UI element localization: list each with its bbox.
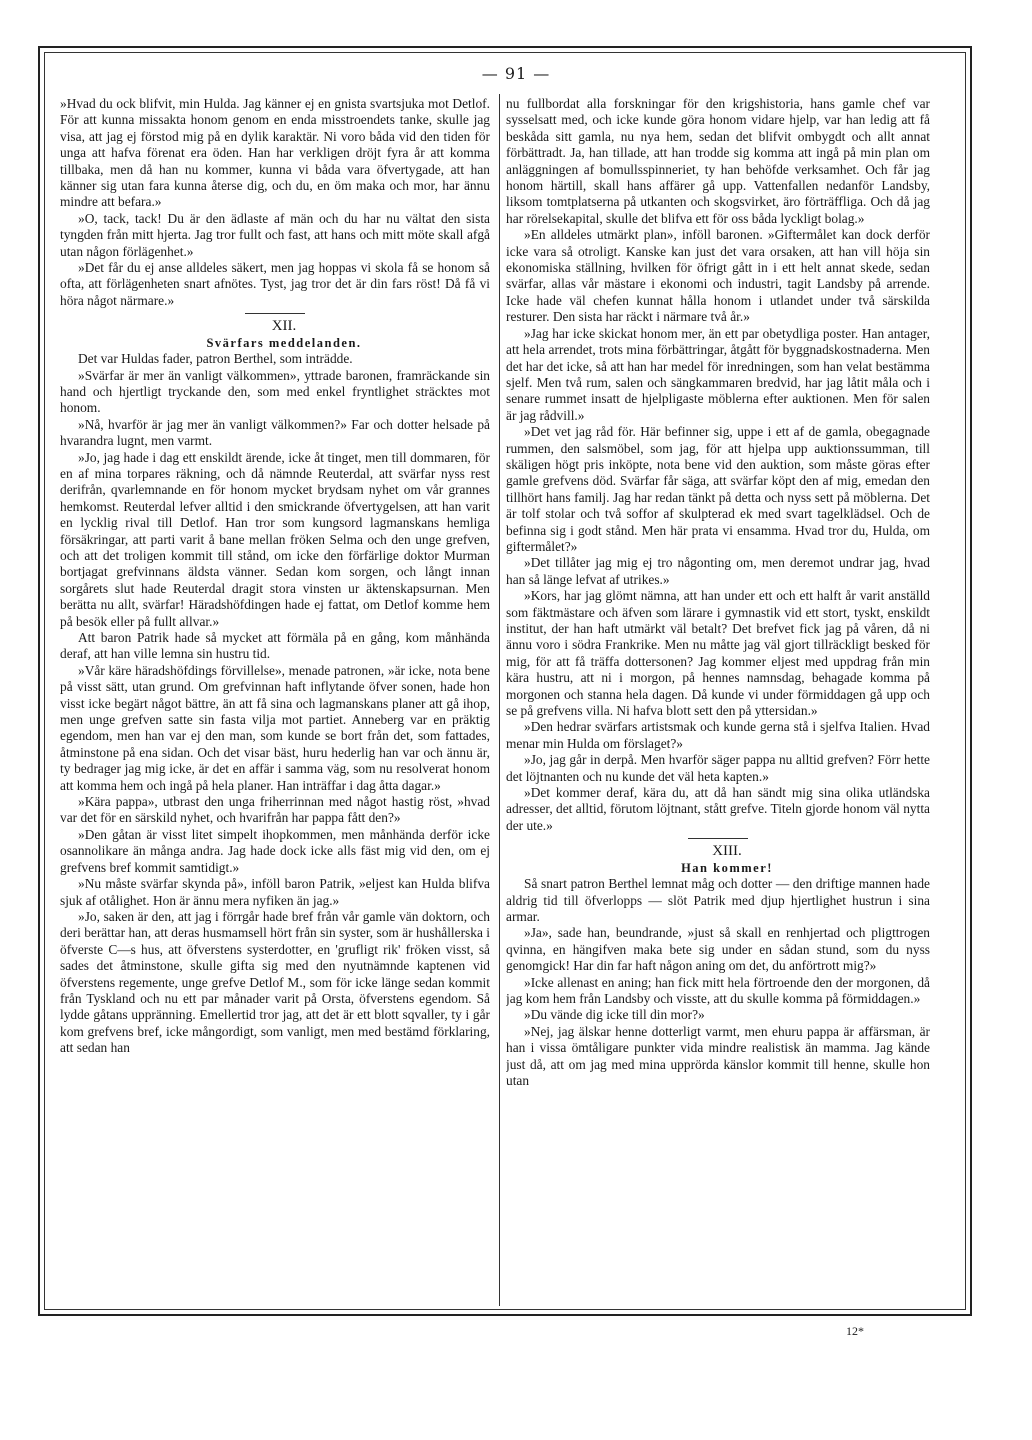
paragraph: »Den gåtan är visst litet simpelt ihopkommen, men månhända derför icke osannolikare än många andra. Jag hade dock icke alls fäst mig vid den, om ej grefvens bref kommit samtidigt.» [60, 826, 490, 875]
paragraph: »Hvad du ock blifvit, min Hulda. Jag känner ej en gnista svartsjuka mot Detlof. För att kunna missakta honom genom en enda misstroendets tanke, skulle jag visa, att jag ej förstod mig på en dylik karaktär. Ni voro båda vid den tiden för unga att hafva förenat era öden. Han har verkligen dröjt fyra år att komma tillbaka, men då han nu kommer, kunna vi båda vara öfvertygade, att han känner sig utan fara kunna återse dig, och du, en öm maka och mor, har ännu mindre att befara.» [60, 96, 490, 210]
right-column [506, 96, 930, 1308]
paragraph: Att baron Patrik hade så mycket att förmäla på en gång, kom månhända deraf, att han ville lemna sin hustru tid. [60, 630, 490, 662]
paragraph: »Jo, jag går in derpå. Men hvarför säger pappa nu alltid grefven? Förr hette det löjtnanten och nu kunde det väl heta kapten.» [506, 752, 930, 784]
left-column [60, 96, 490, 1308]
column-divider [499, 94, 500, 1306]
paragraph: Det var Huldas fader, patron Berthel, som inträdde. [78, 351, 353, 367]
paragraph: »Nu måste svärfar skynda på», inföll baron Patrik, »eljest kan Hulda blifva sjuk af otålighet. Hon är ännu mera nyfiken än jag.» [60, 876, 490, 908]
paragraph: »Det tillåter jag mig ej tro någonting om, men deremot undrar jag, hvad han så länge lefvat af utrikes.» [506, 555, 930, 587]
chapter-title: Svärfars meddelanden. [206, 335, 362, 350]
paragraph: »Icke allenast en aning; han fick mitt hela förtroende den der morgonen, då jag kom hem från Landsby och visste, att du skulle komma på förmiddagen.» [506, 974, 930, 1006]
paragraph: »Kors, har jag glömt nämna, att han under ett och ett halft år varit anställd som fäktmästare och äfven som lärare i gymnastik vid ett stort, tyskt, enskildt institut, der han haft utmärkt väl betalt? Det brefvet fick jag på våren, då ni ännu voro i södra Frankrike. Men nu måtte jag väl gjort tillräckligt besked för mig, för att få träffa dottersonen? Jag kommer eljest med uppdrag från min kära hustru, att ni i morgon, på hennes namnsdag, behagade komma på morgonen och stanna hela dagen. Då kunde vi under förmiddagen gå upp och se på grefvens villa. Ni hafva blott sett den på yttersidan.» [506, 588, 930, 719]
page-number: — 91 — [481, 64, 551, 83]
paragraph: »Nej, jag älskar henne dotterligt varmt, men ehuru pappa är affärsman, är han i vissa ömtåligare punkter vida mindre realistisk än mamma. Jag kände just då, att om jag med mina upprörda känslor kommit till henne, skulle hon utan [506, 1023, 930, 1088]
section-rule [245, 313, 305, 314]
paragraph: »Svärfar är mer än vanligt välkommen», yttrade baronen, framräckande sin hand och hjertligt tryckande den, som med enkel fryntlighet sträcktes mot honom. [60, 367, 490, 416]
paragraph: »Det vet jag råd för. Här befinner sig, uppe i ett af de gamla, obegagnade rummen, den salsmöbel, som jag, för att hjelpa upp auktionssumman, till skäligen högt pris inköpte, nota bene vid den auktion, som måste göras efter gamle grefvens död. Svärfar får säga, att svärfar köpt den af mig, emedan den tillhört hans familj. Jag har redan tänkt på detta och nyss sett på möblerna. Det är tolf stolar och två soffor af skulpterad ek med svart tagelklädsel. Och de befinna sig i godt stånd. Men här prata vi ensamma. Hvad tror du, Hulda, om giftermålet?» [506, 424, 930, 554]
section-rule [688, 838, 748, 839]
paragraph: »Kära pappa», utbrast den unga friherrinnan med något hastig röst, »hvad var det för en särskild nyhet, och hvarifrån har pappa fått den?» [60, 794, 490, 826]
paragraph: »Vår käre häradshöfdings förvillelse», menade patronen, »är icke, nota bene på visst sätt, utan grund. Om grefvinnan haft inflytande öfver sonen, hade hon visst icke begärt något bättre, än att få sina och lagmanskans planer att gå ihop, men unge grefven satte sin fasta vilja mot partiet. Anneberg var en präktig egendom, men han var ej den man, som kunde se bort från det, som fattades, åtminstone på ena sidan. Och det visar bäst, huru hederlig han var och ännu är, ty bedrager jag mig icke, är det en affär i samma väg, som nu resolverat honom att komma hem och ingå på hela planer. Han inträffar i dag åtta dagar.» [60, 662, 490, 793]
paragraph: »Den hedrar svärfars artistsmak och kunde gerna stå i sjelfva Italien. Hvad menar min Hulda om förslaget?» [506, 719, 930, 751]
paragraph: »Jo, saken är den, att jag i förrgår hade bref från vår gamle vän doktorn, och deri berättar han, att deras husmamsell hört från sin syster, som är hushållerska i öfverste C—s hus, att öfverstens systerdotter, en 'grufligt rik' fröken visst, så sades det åtminstone, skulle gifta sig med den nyutnämnde kaptenen vid öfverstens regemente, unge grefve Detlof M., som för icke länge sedan kommit från Tyskland och nu ett par månader varit på Orsta, öfverstens egendom. Så lydde gåtans uppränning. Emellertid tror jag, att det är ett blott sqvaller, ty i går kom grefvens bref, icke mångordigt, som vanligt, men med bestämd förklaring, att sedan han [60, 908, 490, 1056]
paragraph: »En alldeles utmärkt plan», inföll baronen. »Giftermålet kan dock derför icke vara så otroligt. Kanske kan just det vara orsaken, att han vill höja sin ekonomiska ställning, hvilken för öfrigt gått in i ett helt annat skede, sedan svärfar, allas vår mästare i ekonomi och industri, tagit Landsby på arrende. Icke hade väl chefen kunnat hålla honom i utlandet under två särskilda resturer. Den sista har räckt i närmare två år.» [506, 227, 930, 325]
chapter-number: XIII. [712, 843, 742, 860]
paragraph: »Jo, jag hade i dag ett enskildt ärende, icke åt tinget, men till dommaren, för en af mina torpares räkning, och då nämnde Reuterdal, att svärfar nyss rest derifrån, qvarlemnande en för honom mycket brydsam nyhet om vår grannes hemkomst. Reuterdal lefver alltid i den smickrande öfvertygelsen, att han varit en lycklig rival till Detlof. Han tror som kungsord lagmanskans hemliga försäkringar, att parti varit å bane mellan fröken Selma och den unge grefven, och att det troligen kommit till stånd, om icke den förfärlige doktor Murman bortjagat grefvinnans äldsta vänner. Sedan kom sorgen, och långt innan sorgårets slut hade Reuterdal dragit stora vinsten ur äktenskapsurnan. Men berätta nu allt, svärfar! Häradshöfdingen hade ej fattat, om Detlof komme hem på besök eller på fullt allvar.» [60, 449, 490, 629]
paragraph: »Jag har icke skickat honom mer, än ett par obetydliga poster. Han antager, att hela arrendet, trots mina förbättringar, åtgått för byggnadskostnaderna. Men det har det icke, så att han har medel för inredningen, som han velat bestämma sjelf. Men två rum, salen och sängkammaren bredvid, har jag låtit måla och i senare rummet insatt de hjelpligaste möblerna efter auktionen. Men för salen är jag rådvill.» [506, 325, 930, 423]
printer-signature: 12* [846, 1324, 864, 1338]
paragraph: »O, tack, tack! Du är den ädlaste af män och du har nu vältat den sista tyngden från mitt hjerta. Jag tror fullt och fast, att hans och mitt möte skall afgå utan någon förlägenhet.» [60, 210, 490, 259]
paragraph: »Ja», sade han, beundrande, »just så skall en renhjertad och pligttrogen qvinna, en hängifven maka bete sig under en sådan stund, som du nyss genomgick! Har din far haft någon aning om det, du anförtrott mig?» [506, 925, 930, 974]
paragraph: »Nå, hvarför är jag mer än vanligt välkommen?» Far och dotter helsade på hvarandra lugnt, men varmt. [60, 416, 490, 449]
chapter-title: Han kommer! [681, 860, 773, 875]
paragraph: »Det kommer deraf, kära du, att då han sändt mig sina olika utländska adresser, det alltid, förutom löjtnant, stått grefve. Titeln gjorde honom väl nytta der ute.» [506, 785, 930, 833]
paragraph: Så snart patron Berthel lemnat måg och dotter — den driftige mannen hade aldrig tid till öfverlopps — slöt Patrik med djup hjertlighet hustrun i sina armar. [506, 876, 930, 924]
paragraph: »Det får du ej anse alldeles säkert, men jag hoppas vi skola få se honom så ofta, att förlägenheten snart afnötes. Tyst, jag tror det är din fars röst! Då få vi höra något närmare.» [60, 260, 490, 308]
paragraph: »Du vände dig icke till din mor?» [524, 1007, 705, 1023]
chapter-number: XII. [271, 318, 297, 335]
paragraph: nu fullbordat alla forskningar för den krigshistoria, hans gamle chef var sysselsatt med, och icke kunde göra honom vidare hjelp, var han ledig att få beskåda sitt gamla, nu nya hem, sedan det blifvit ombygdt och allt annat förbättradt. Ja, han tillade, att han trodde sig komma att ingå på min plan om anläggningen af bomullsspinneriet, ty han behöfde verksamhet. Och får jag honom härtill, skall hans affärer gå upp. Vattenfallen nedanför Landsby, liksom tomtplatserna på utkanten och skogsvirket, äro förträffliga. Och då jag har rörelsekapital, skulle det blifva ett för oss båda lyckligt bolag.» [506, 96, 930, 226]
